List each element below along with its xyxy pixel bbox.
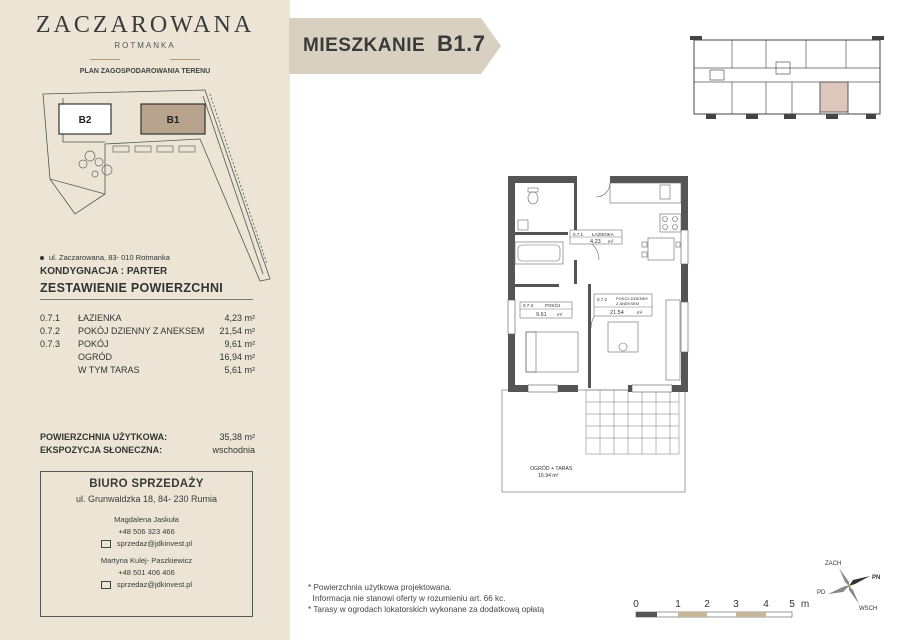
footnote: * Tarasy w ogrodach lokatorskich wykonane za dodatkową opłatą: [308, 605, 545, 614]
rooms-table: [40, 313, 255, 378]
bath-number: 0.7.1: [573, 232, 584, 237]
room-area: 21,54 m²: [219, 326, 255, 336]
room-name: ŁAZIENKA: [78, 313, 122, 323]
compass: [815, 556, 890, 616]
compass-west: ZACH: [825, 561, 842, 567]
compass-rose-icon: [828, 568, 870, 604]
contact-email[interactable]: [41, 539, 252, 548]
room-row: [40, 339, 255, 352]
living-number: 0.7.2: [597, 297, 608, 302]
scale-tick-label: 5: [789, 599, 795, 610]
logo: [0, 12, 290, 50]
footnote: Informacja nie stanowi oferty w rozumieniu art. 66 kc.: [308, 594, 506, 603]
room-name: POKÓJ: [545, 303, 561, 308]
areas-heading: ZESTAWIENIE POWIERZCHNI: [40, 281, 224, 295]
terrace-grid: [586, 390, 679, 454]
usable-area-value: 35,38 m²: [219, 432, 255, 442]
room-row: [40, 313, 255, 326]
sun-exposure: [40, 445, 255, 455]
apartment-title: [303, 31, 485, 57]
apartment-label: MIESZKANIE: [303, 35, 426, 56]
compass-north: PN: [872, 575, 881, 581]
garden-label: OGRÓD + TARAS: [530, 466, 573, 472]
logo-divider-right: [170, 59, 200, 60]
contact-email[interactable]: [41, 580, 252, 589]
sales-office-box: [40, 471, 253, 617]
scale-bar: [630, 596, 815, 626]
bath-name: ŁAZIENKA: [592, 232, 614, 237]
info-sidebar: [0, 0, 290, 640]
building-b1-label: B1: [166, 115, 180, 126]
contact-name: Martyna Kulej- Paszkiewicz: [100, 556, 193, 566]
address: [40, 253, 170, 262]
logo-sub: ROTMANKA: [114, 41, 176, 50]
key-plan: [686, 36, 886, 128]
room-num: 0.7.3: [40, 339, 61, 349]
compass-east: WSCH: [859, 606, 878, 612]
sales-office-address: ul. Grunwaldzka 18, 84- 230 Rumia: [75, 494, 218, 504]
logo-brand: ZACZAROWANA: [35, 12, 255, 38]
contact-email-text[interactable]: sprzedaz@jdkinvest.pl: [116, 580, 193, 590]
building-b2-label: B2: [78, 115, 92, 126]
logo-divider-left: [90, 59, 120, 60]
address-text: ul. Zaczarowana, 83- 010 Rotmanka: [49, 253, 170, 262]
scale-tick-label: 1: [675, 599, 681, 610]
compass-south: PD: [817, 590, 826, 596]
sun-exposure-value: wschodnia: [212, 445, 255, 455]
sales-office-title: BIURO SPRZEDAŻY: [89, 478, 204, 490]
room-area: 9,61 m²: [224, 339, 255, 349]
room-number: 0.7.3: [523, 303, 534, 308]
floor-level: KONDYGNACJA : PARTER: [40, 266, 168, 277]
sun-exposure-label: EKSPOZYCJA SŁONECZNA:: [40, 445, 163, 455]
footnote: * Powierzchnia użytkowa projektowana.: [308, 583, 452, 592]
bath-unit: m²: [608, 239, 614, 244]
room-area: 4,23 m²: [224, 313, 255, 323]
scale-tick-label: 4: [763, 599, 769, 610]
room-name: POKÓJ: [78, 339, 109, 349]
room-num: 0.7.1: [40, 313, 61, 323]
room-num: 0.7.2: [40, 326, 61, 336]
room-row: [40, 365, 255, 378]
room-row: [40, 352, 255, 365]
envelope-icon: [101, 540, 111, 548]
scale-tick-label: 0: [633, 599, 639, 610]
footnotes: [308, 582, 544, 615]
room-area: 5,61 m²: [224, 365, 255, 375]
room-area: 9.61: [536, 312, 547, 318]
garden-outline: [502, 390, 685, 492]
address-bullet-icon: [40, 256, 44, 260]
contact-phone[interactable]: +48 506 323 466: [118, 527, 175, 536]
envelope-icon: [101, 581, 111, 589]
contact-phone[interactable]: +48 501 406 406: [118, 568, 175, 578]
living-name-line1: POKÓJ DZIENNY: [616, 296, 649, 301]
room-row: [40, 326, 255, 339]
bath-area: 4.23: [590, 239, 601, 245]
room-name: W TYM TARAS: [78, 365, 140, 375]
scale-unit: m: [800, 599, 810, 610]
areas-divider: [40, 299, 253, 300]
usable-area-label: POWIERZCHNIA UŻYTKOWA:: [40, 432, 168, 442]
scale-tick-label: 3: [733, 599, 739, 610]
site-plan-title: PLAN ZAGOSPODAROWANIA TERENU: [79, 68, 211, 75]
living-name-line2: Z ANEKSEM: [616, 301, 639, 306]
scale-tick-label: 2: [704, 599, 710, 610]
garden-area: 16.94 m²: [538, 473, 559, 479]
room-name: OGRÓD: [78, 352, 113, 362]
living-area: 21.54: [610, 310, 624, 316]
contact-name: Magdalena Jaskuła: [114, 515, 179, 524]
room-unit: m²: [557, 312, 563, 317]
apartment-highlight: [820, 82, 848, 112]
floor-plan: [500, 172, 692, 496]
usable-area: [40, 432, 255, 442]
contact-email-text[interactable]: sprzedaz@jdkinvest.pl: [116, 539, 193, 548]
apartment-code: B1.7: [436, 31, 486, 56]
room-area: 16,94 m²: [219, 352, 255, 362]
living-unit: m²: [637, 310, 643, 315]
room-name: POKÓJ DZIENNY Z ANEKSEM: [78, 326, 205, 336]
